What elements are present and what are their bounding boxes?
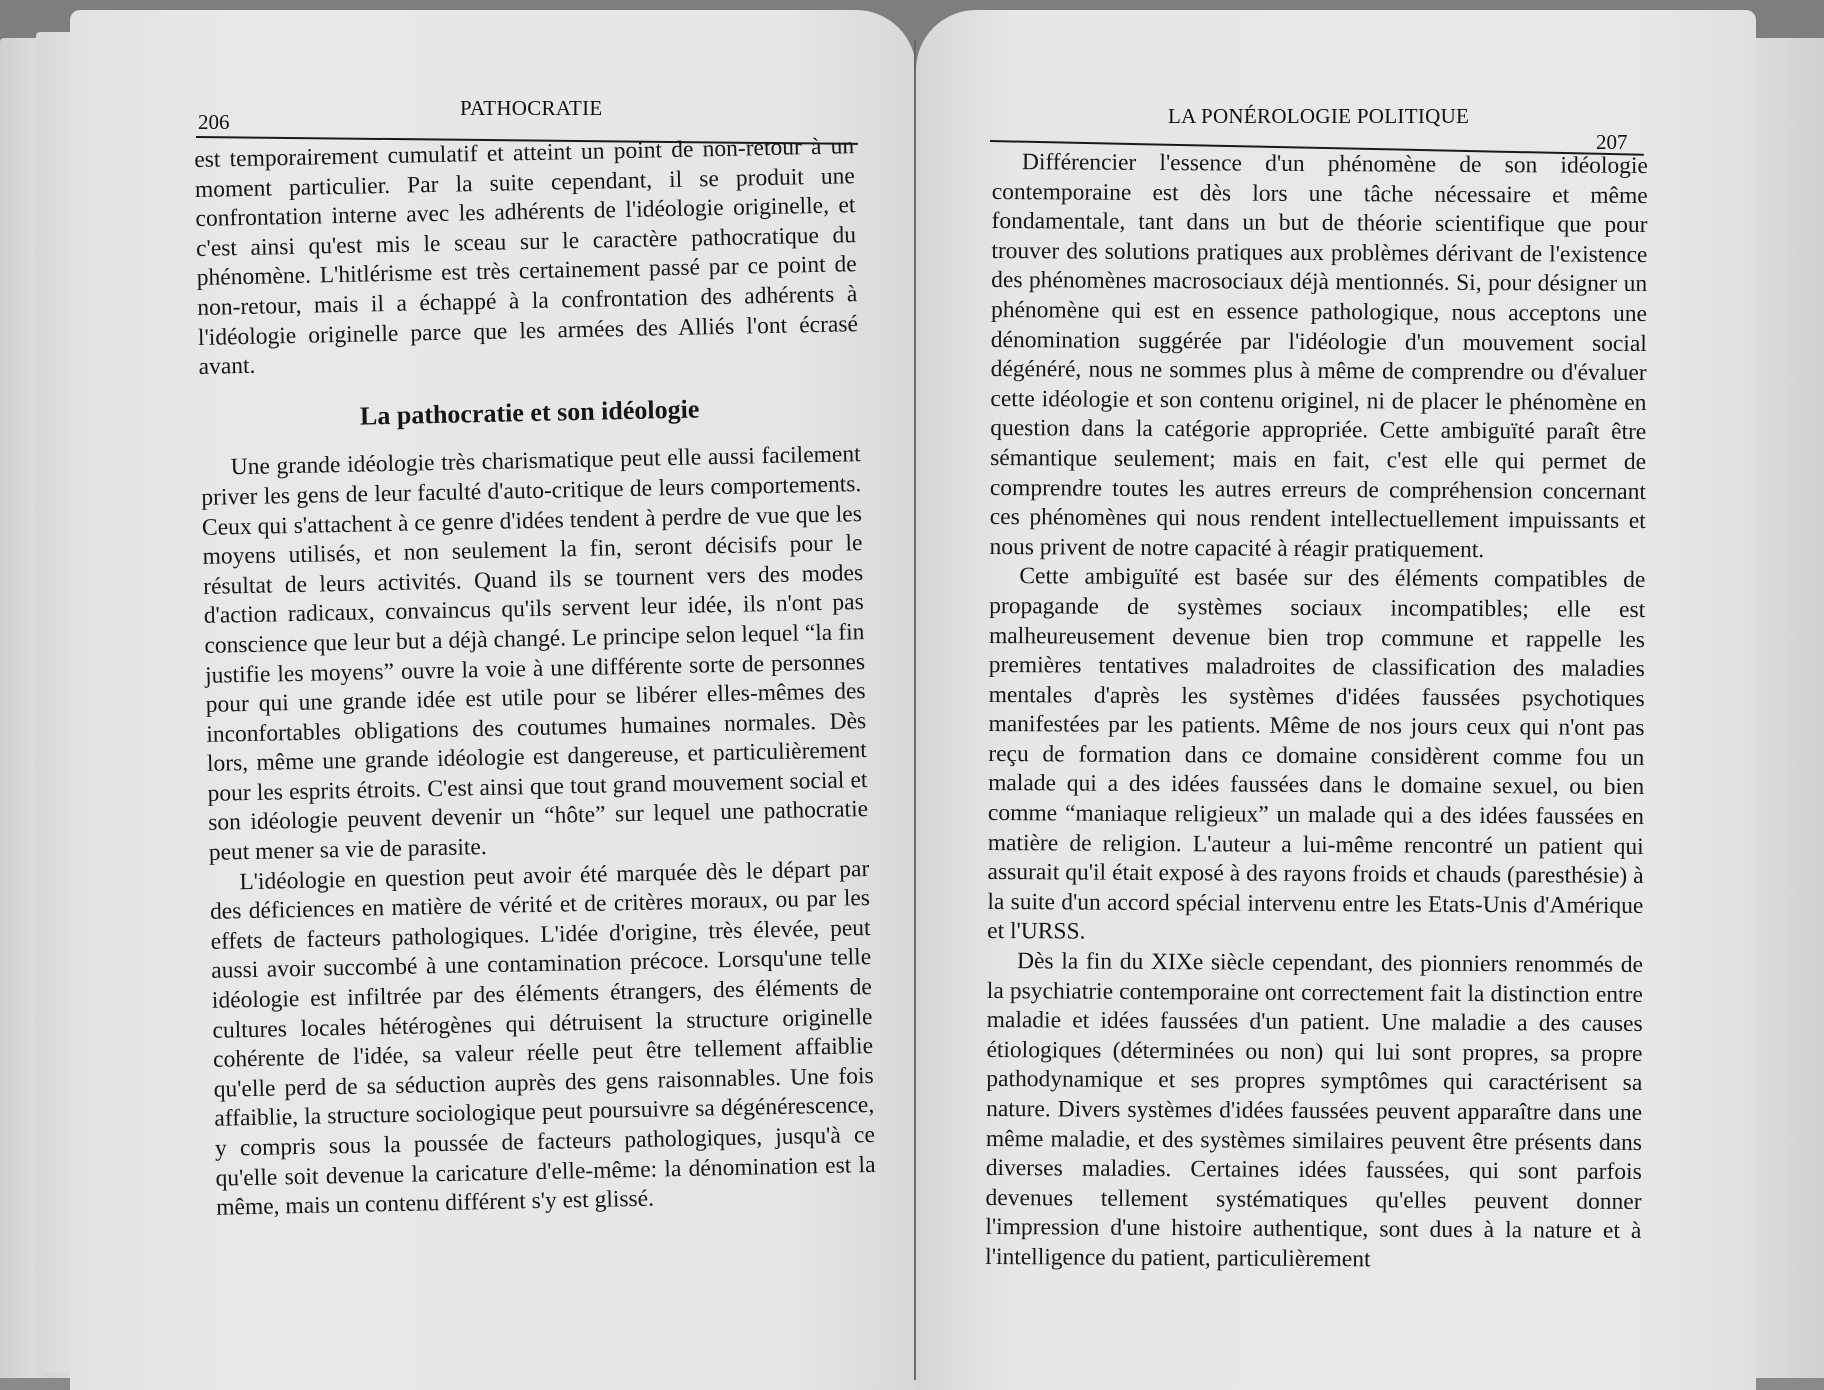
left-page-text	[194, 132, 876, 1223]
right-running-head: LA PONÉROLOGIE POLITIQUE	[1168, 104, 1470, 128]
left-running-head: PATHOCRATIE	[460, 96, 603, 120]
right-page-number: 207	[1596, 130, 1628, 154]
left-continuation-paragraph: est temporairement cumulatif et atteint un point de non-retour à un moment particulier. Par la suite cependant, il se produit une confrontation interne avec les adhérents de l'idéologie originelle, et c'est ainsi qu'est mis le sceau sur le caractère pathocratique du phénomène. L'hitlérisme est très certainement passé par ce point de non-retour, mais il a échappé à la confrontation des adhérents à l'idéologie originelle parce que les armées des Alliés l'ont écrasé avant.	[194, 133, 859, 381]
left-paragraph-1: Une grande idéologie très charismatique peut elle aussi facilement priver les gens de leur faculté d'auto-critique de leurs comportements. Ceux qui s'attachent à ce genre d'idées tendent à perdre de vue que les moyens utilisés, et non seulement la fin, seront décisifs pour le résultat de leurs activités. Quand ils se tournent vers des modes d'action radicaux, convaincus qu'ils servent leur idée, ils n'ont pas conscience que leur but a déjà changé. Le principe selon lequel “la fin justifie les moyens” ouvre la voie à une différente sorte de personnes pour qui une grande idée est utile pour se libérer elles-mêmes des inconfortables obligations des coutumes humaines normales. Dès lors, même une grande idéologie est dangereuse, et particulièrement pour les esprits étroits. C'est ainsi que tout grand mouvement social et son idéologie peuvent devenir un “hôte” sur lequel une pathocratie peut mener sa vie de parasite.	[201, 441, 869, 866]
right-page-text	[985, 148, 1648, 1277]
left-page-stack-edge	[0, 38, 80, 1378]
right-paragraph-3: Dès la fin du XIXe siècle cependant, des pionniers renommés de la psychiatrie contemporaine ont correctement fait la distinction entre maladie et idées faussées d'un patient. Une maladie a des causes étiologiques (déterminées ou non) qui lui sont propres, sa propre pathodynamique et ses propres symptômes qui caractérisent sa nature. Divers systèmes d'idées faussées peuvent apparaître dans une même maladie, et des systèmes similaires peuvent être présents dans diverses maladies. Certaines idées faussées, qui sont parfois devenues tellement systématiques qu'elles peuvent donner l'impression d'une histoire authentique, sont dues à la nature et à l'intelligence du patient, particulièrement	[985, 948, 1644, 1273]
left-paragraph-2: L'idéologie en question peut avoir été marquée dès le départ par des déficiences en matière de vérité et de critères moraux, ou par les effets de facteurs pathologiques. L'idée d'origine, très élevée, peut aussi avoir succombé à une contamination précoce. Lorsqu'une telle idéologie est infiltrée par des éléments étrangers, des éléments de cultures locales hétérogènes qui détruisent la structure originelle cohérente de l'idée, sa valeur réelle peut être tellement affaiblie qu'elle perd de sa séduction auprès des gens raisonnables. Une fois affaiblie, la structure sociologique peut poursuivre sa dégénérescence, y compris sous la poussée de facteurs pathologiques, jusqu'à ce qu'elle soit devenue la caricature d'elle-même: la dénomination est la même, mais un contenu différent s'y est glissé.	[209, 855, 876, 1221]
right-paragraph-2: Cette ambiguïté est basée sur des éléments compatibles de propagande de systèmes sociaux incompatibles; elle est malheureusement devenue bien trop commune et rappelle les premières tentatives maladroites de classification des maladies mentales d'après les systèmes d'idées faussées psychotiques manifestées par les patients. Même de nos jours ceux qui n'ont pas reçu de formation dans ce domaine considèrent comme fou un malade qui a des idées faussées dans le domaine sexuel, ou bien comme “maniaque religieux” un malade qui a des idées faussées en matière de religion. L'auteur a lui-même rencontré un patient qui assurait qu'il était exposé à des rayons froids et chauds (paresthésie) à la suite d'un accord spécial intervenu entre les Etats-Unis d'Amérique et l'URSS.	[987, 563, 1646, 946]
right-paragraph-1: Différencier l'essence d'un phénomène de son idéologie contemporaine est dès lors une tâche nécessaire et même fondamentale, tant dans un but de théorie scientifique que pour trouver des solutions pratiques aux problèmes dérivant de l'existence des phénomènes macrosociaux déjà mentionnés. Si, pour désigner un phénomène qui est en essence pathologique, nous acceptons une dénomination suggérée par l'idéologie d'un mouvement social dégénéré, nous ne sommes plus à même de comprendre ou d'évaluer cette idéologie et son contenu originel, ni de placer le phénomène en question dans la catégorie appropriée. Cette ambiguïté paraît être sémantique seulement; mais en fait, c'est elle qui permet de comprendre toutes les autres erreurs de compréhension concernant ces phénomènes qui nous rendent intellectuellement impuissants et nous privent de notre capacité à réagir pratiquement.	[989, 149, 1648, 563]
left-page-number: 206	[198, 110, 230, 134]
section-heading: La pathocratie et son idéologie	[359, 394, 700, 431]
